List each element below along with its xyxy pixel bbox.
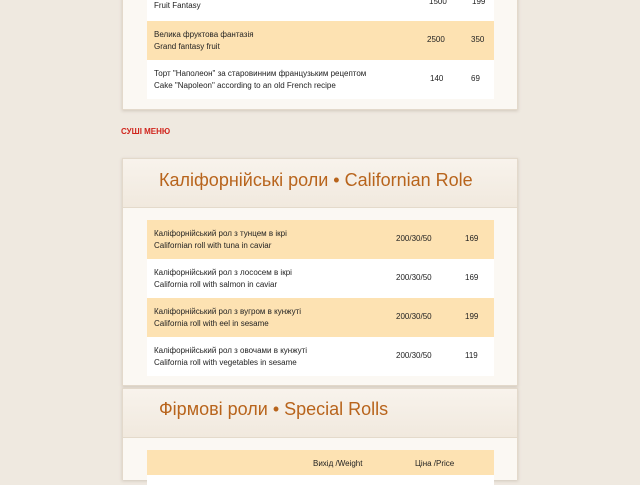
item-name-en: California roll with vegetables in sesame	[154, 358, 297, 367]
item-name-en: California roll with eel in sesame	[154, 319, 269, 328]
panel-title: Каліфорнійські роли • Californian Role	[159, 170, 473, 190]
item-weight: 200/30/50	[396, 273, 432, 282]
item-name-en: Fruit Fantasy	[154, 1, 201, 10]
special-panel	[122, 388, 518, 480]
item-name-uk: Каліфорнійський рол з овочами в кунжуті	[154, 346, 308, 355]
item-price: 169	[465, 273, 479, 282]
menu-row	[147, 0, 494, 21]
item-price: 199	[472, 0, 486, 6]
item-name-en: California roll with salmon in caviar	[154, 280, 278, 289]
item-price: 119	[465, 351, 478, 360]
column-header-weight: Вихід /Weight	[313, 459, 363, 468]
item-name-en: Californian roll with tuna in caviar	[154, 241, 272, 250]
section-label-sushi: СУШІ МЕНЮ	[121, 127, 171, 136]
panel-title: Фірмові роли • Special Rolls	[159, 399, 389, 419]
column-header-price: Ціна /Price	[415, 459, 455, 468]
item-name-en: Grand fantasy fruit	[154, 42, 220, 51]
table-header-row	[147, 450, 494, 475]
item-price: 169	[465, 234, 479, 243]
item-name-uk: Каліфорнійський рол з тунцем в ікрі	[154, 229, 287, 238]
item-name-uk: Каліфорнійський рол з лососем в ікрі	[154, 268, 292, 277]
menu-row	[147, 298, 494, 337]
item-weight: 200/30/50	[396, 351, 432, 360]
menu-row	[147, 259, 494, 298]
panel-header	[123, 159, 517, 208]
panel-header	[123, 389, 517, 438]
desserts-panel	[122, 0, 518, 110]
menu-row	[147, 60, 494, 99]
item-weight: 140	[430, 74, 444, 83]
californian-panel	[122, 158, 518, 386]
item-name-uk: Велика фруктова фантазія	[154, 30, 254, 39]
item-name-en: Cake "Napoleon" according to an old French recipe	[154, 81, 336, 90]
item-name-uk: Торт "Наполеон" за старовинним французьким рецептом	[154, 69, 367, 78]
menu-row	[147, 337, 494, 376]
item-name-uk: Каліфорнійський рол з вугром в кунжуті	[154, 307, 302, 316]
item-price: 199	[465, 312, 479, 321]
menu-row	[147, 475, 494, 485]
item-weight: 200/30/50	[396, 312, 432, 321]
item-weight: 200/30/50	[396, 234, 432, 243]
item-price: 350	[471, 35, 485, 44]
item-price: 69	[471, 74, 480, 83]
item-weight: 2500	[427, 35, 445, 44]
item-weight: 1500	[429, 0, 447, 6]
menu-row	[147, 21, 494, 60]
menu-row	[147, 220, 494, 259]
